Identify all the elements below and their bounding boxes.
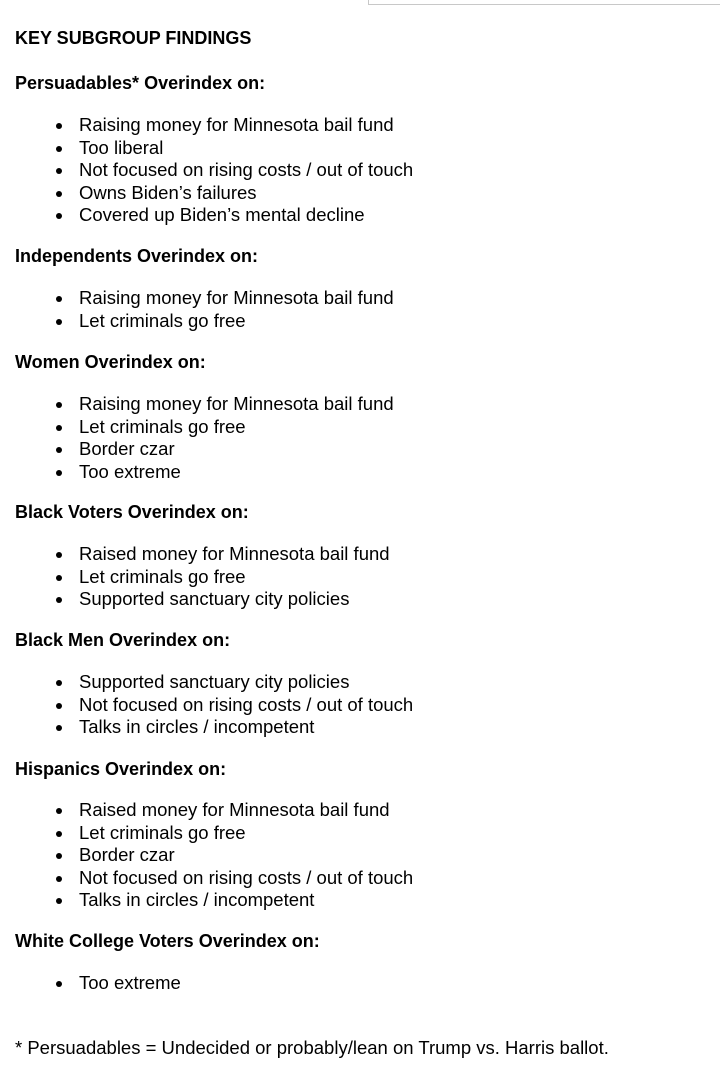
section-heading: Independents Overindex on: (15, 246, 259, 266)
bullet-icon (56, 597, 62, 603)
bullet-icon (56, 575, 62, 581)
bullet-icon (56, 296, 62, 302)
section-heading: Black Voters Overindex on: (15, 502, 249, 522)
page-title: KEY SUBGROUP FINDINGS (15, 28, 252, 48)
bullet-icon (56, 168, 62, 174)
bullet-icon (56, 402, 62, 408)
bullet-icon (56, 853, 62, 859)
bullet-icon (56, 425, 62, 431)
bullet-icon (56, 123, 62, 129)
section-heading: Black Men Overindex on: (15, 630, 231, 650)
footnote: * Persuadables = Undecided or probably/lean on Trump vs. Harris ballot. (15, 1037, 609, 1058)
bullet-icon (56, 319, 62, 325)
bullet-icon (56, 680, 62, 686)
section-heading: White College Voters Overindex on: (15, 931, 320, 951)
bullet-icon (56, 981, 62, 987)
bullet-icon (56, 808, 62, 814)
bullet-icon (56, 831, 62, 837)
bullet-icon (56, 191, 62, 197)
bullet-icon (56, 898, 62, 904)
section-heading: Women Overindex on: (15, 352, 206, 372)
bullet-icon (56, 447, 62, 453)
bullet-icon (56, 725, 62, 731)
section-heading: Hispanics Overindex on: (15, 759, 227, 779)
window-frame-edge (368, 0, 720, 5)
bullet-icon (56, 552, 62, 558)
bullet-icon (56, 213, 62, 219)
bullet-icon (56, 876, 62, 882)
bullet-icon (56, 146, 62, 152)
section-heading: Persuadables* Overindex on: (15, 73, 266, 93)
bullet-icon (56, 703, 62, 709)
bullet-icon (56, 470, 62, 476)
